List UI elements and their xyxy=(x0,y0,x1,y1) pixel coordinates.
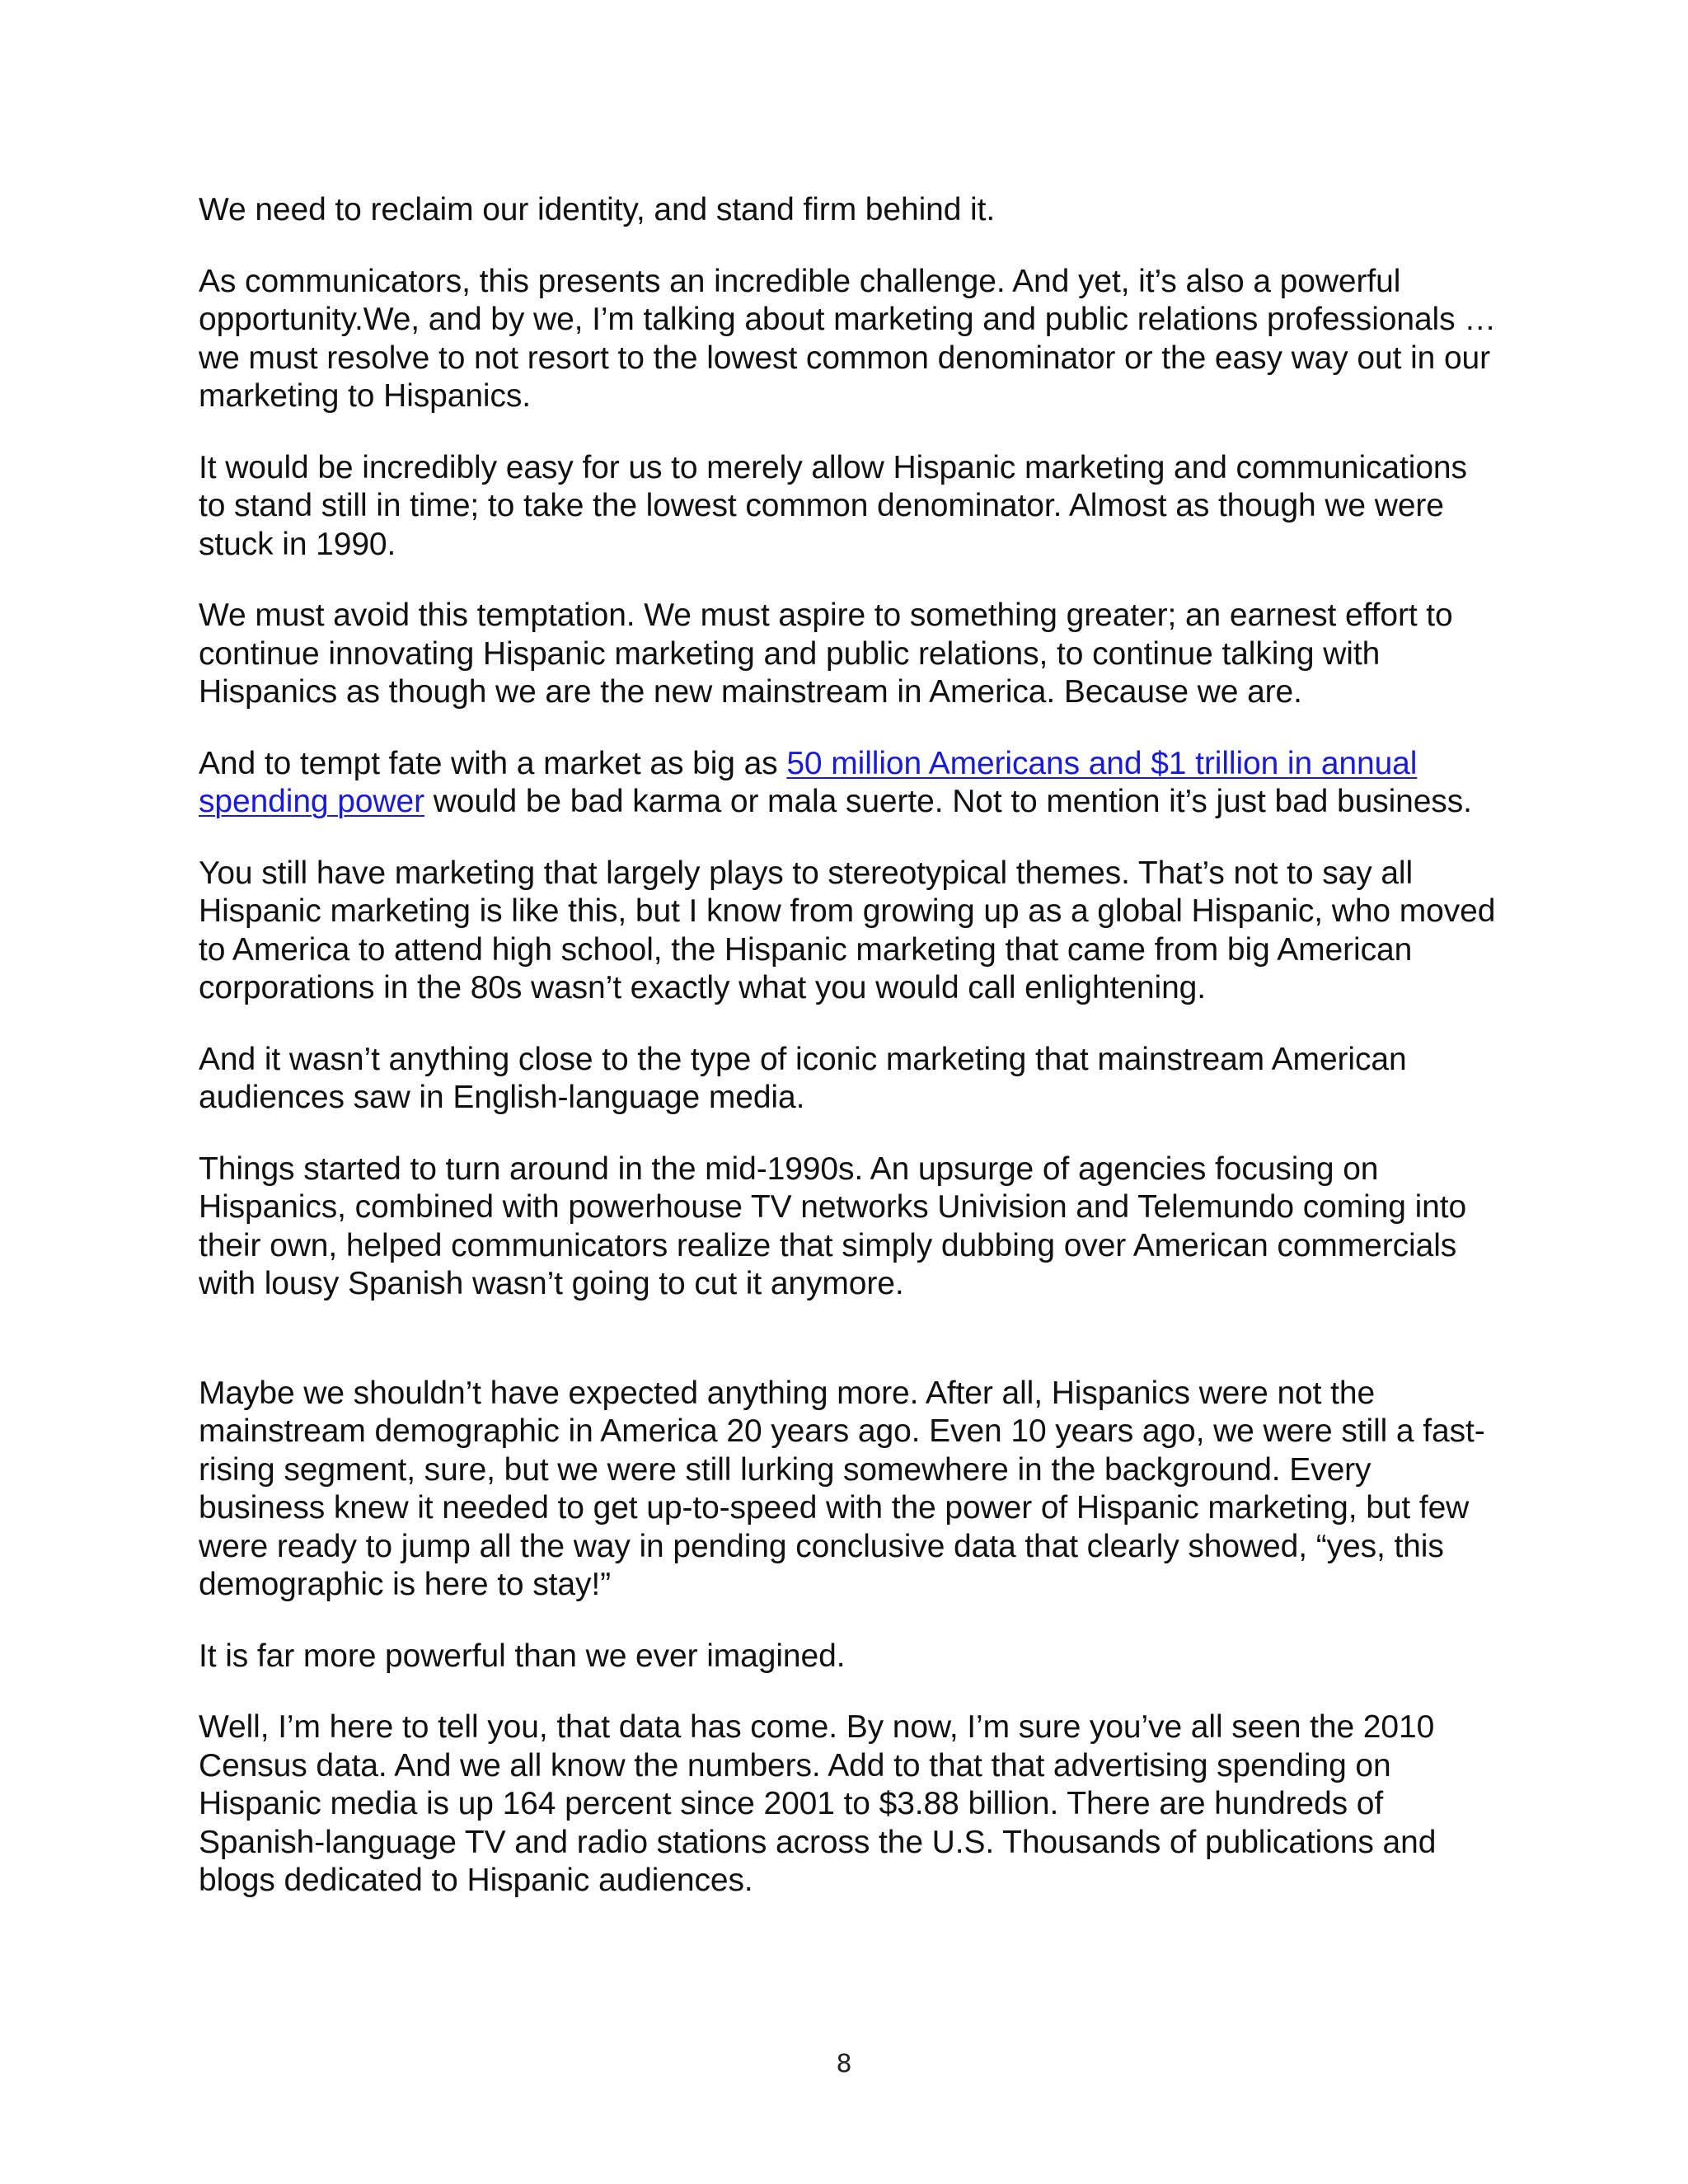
paragraph: You still have marketing that largely plays to stereotypical themes. That’s not to say all Hispanic marketing is like this, but I know from growing up as a global Hispanic, who moved to America to attend high school, the Hispanic marketing that came from big American corporations in the 80s wasn’t exactly what you would call enlightening. xyxy=(199,855,1496,1005)
spending-power-link[interactable]: 50 million Americans and $1 trillion in annual spending power xyxy=(199,745,1418,819)
paragraph: Maybe we shouldn’t have expected anything more. After all, Hispanics were not the mainstream demographic in America 20 years ago. Even 10 years ago, we were still a fast-rising segment, sure, but we were still lurking somewhere in the background. Every business knew it needed to get up-to-speed with the power of Hispanic marketing, but few were ready to jump all the way in pending conclusive data that clearly showed, “yes, this demographic is here to stay!” xyxy=(199,1375,1485,1602)
paragraph-with-link xyxy=(199,745,1501,822)
paragraph: And it wasn’t anything close to the type of iconic marketing that mainstream American audiences saw in English-language media. xyxy=(199,1041,1407,1115)
paragraph: It is far more powerful than we ever imagined. xyxy=(199,1638,846,1674)
paragraph: We must avoid this temptation. We must aspire to something greater; an earnest effort to continue innovating Hispanic marketing and public relations, to continue talking with Hispanics as though we are the new mainstream in America. Because we are. xyxy=(199,598,1453,710)
paragraph: Things started to turn around in the mid-1990s. An upsurge of agencies focusing on Hispanics, combined with powerhouse TV networks Univision and Telemundo coming into their own, helped communicators realize that simply dubbing over American commercials with lousy Spanish wasn’t going to cut it anymore. xyxy=(199,1151,1467,1301)
body-text xyxy=(199,191,1501,1933)
paragraph: Well, I’m here to tell you, that data has come. By now, I’m sure you’ve all seen the 2010 Census data. And we all know the numbers. Add to that that advertising spending on Hispanic media is up 164 percent since 2001 to $3.88 billion. There are hundreds of Spanish-language TV and radio stations across the U.S. Thousands of publications and blogs dedicated to Hispanic audiences. xyxy=(199,1709,1437,1898)
paragraph: As communicators, this presents an incredible challenge. And yet, it’s also a powerful opportunity.We, and by we, I’m talking about marketing and public relations professionals … we must resolve to not resort to the lowest common denominator or the easy way out in our marketing to Hispanics. xyxy=(199,263,1497,414)
paragraph: We need to reclaim our identity, and stand firm behind it. xyxy=(199,192,996,227)
paragraph-text-after-link: would be bad karma or mala suerte. Not to mention it’s just bad business. xyxy=(424,784,1472,819)
page-number: 8 xyxy=(836,2050,852,2079)
paragraph: It would be incredibly easy for us to merely allow Hispanic marketing and communications to stand still in time; to take the lowest common denominator. Almost as though we were stuck in 1990. xyxy=(199,449,1467,562)
paragraph-text-before-link: And to tempt fate with a market as big as xyxy=(199,745,787,781)
